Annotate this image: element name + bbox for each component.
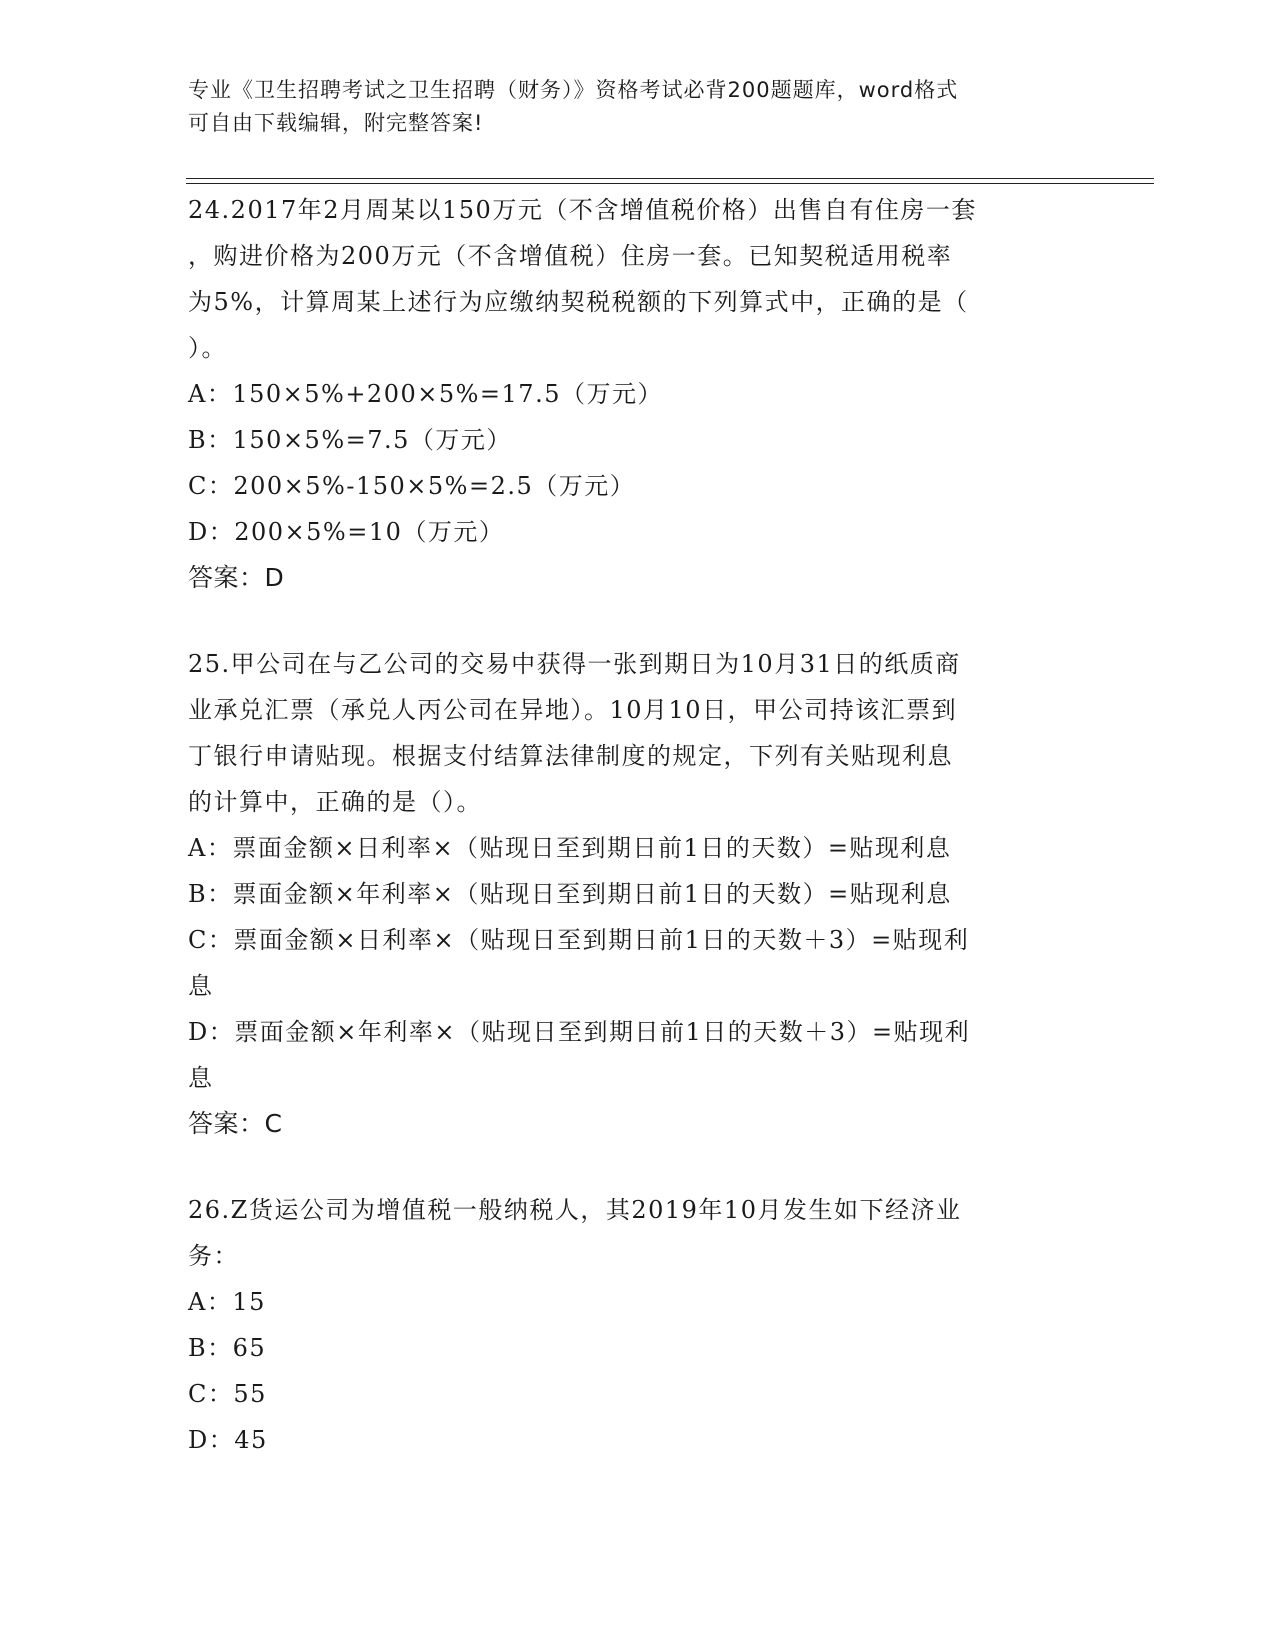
option-b [188, 871, 1088, 917]
option-b: B：150×5%=7.5（万元） [188, 426, 512, 454]
option-c: C：200×5%-150×5%=2.5（万元） [188, 472, 636, 500]
question-stem [188, 187, 1088, 371]
option-d: D：200×5%=10（万元） [188, 518, 505, 546]
option-line: C：票面金额×日利率×（贴现日至到期日前1日的天数＋3）=贴现利 [188, 926, 970, 954]
option-d [188, 1009, 1088, 1101]
stem-line: 24.2017年2月周某以150万元（不含增值税价格）出售自有住房一套 [188, 196, 977, 224]
stem-line: ，购进价格为200万元（不含增值税）住房一套。已知契税适用税率 [188, 242, 953, 270]
option-continuation: 息 [188, 972, 214, 1000]
stem-line: ）。 [188, 334, 227, 362]
answer-label: 答案：C [188, 1109, 283, 1138]
option-a: A：150×5%+200×5%=17.5（万元） [188, 380, 663, 408]
document-header [188, 74, 1088, 140]
question-24 [188, 187, 1088, 601]
question-stem [188, 641, 1088, 825]
stem-line: 26.Z货运公司为增值税一般纳税人，其2019年10月发生如下经济业 [188, 1196, 962, 1224]
stem-line: 的计算中，正确的是（）。 [188, 788, 482, 816]
question-stem [188, 1187, 1088, 1279]
option-line: B：票面金额×年利率×（贴现日至到期日前1日的天数）=贴现利息 [188, 880, 952, 908]
option-c [188, 917, 1088, 1009]
header-line-2: 可自由下载编辑，附完整答案! [188, 111, 484, 135]
answer-label: 答案：D [188, 563, 285, 592]
option-c: C：55 [188, 1380, 267, 1408]
stem-line: 丁银行申请贴现。根据支付结算法律制度的规定，下列有关贴现利息 [188, 742, 953, 770]
stem-line: 务： [188, 1242, 239, 1270]
option-line: A：票面金额×日利率×（贴现日至到期日前1日的天数）=贴现利息 [188, 834, 952, 862]
header-rule-bottom [186, 183, 1154, 184]
header-rule-top [186, 178, 1154, 179]
question-25 [188, 641, 1088, 1147]
stem-line: 25.甲公司在与乙公司的交易中获得一张到期日为10月31日的纸质商 [188, 650, 961, 678]
option-a: A：15 [188, 1288, 266, 1316]
option-a [188, 825, 1088, 871]
question-26 [188, 1187, 1088, 1463]
stem-line: 为5%，计算周某上述行为应缴纳契税税额的下列算式中，正确的是（ [188, 288, 969, 316]
option-continuation: 息 [188, 1064, 214, 1092]
option-d: D：45 [188, 1426, 268, 1454]
stem-line: 业承兑汇票（承兑人丙公司在异地）。10月10日，甲公司持该汇票到 [188, 696, 958, 724]
option-line: D：票面金额×年利率×（贴现日至到期日前1日的天数＋3）=贴现利 [188, 1018, 971, 1046]
option-b: B：65 [188, 1334, 267, 1362]
header-line-1: 专业《卫生招聘考试之卫生招聘（财务）》资格考试必背200题题库，word格式 [188, 78, 959, 102]
